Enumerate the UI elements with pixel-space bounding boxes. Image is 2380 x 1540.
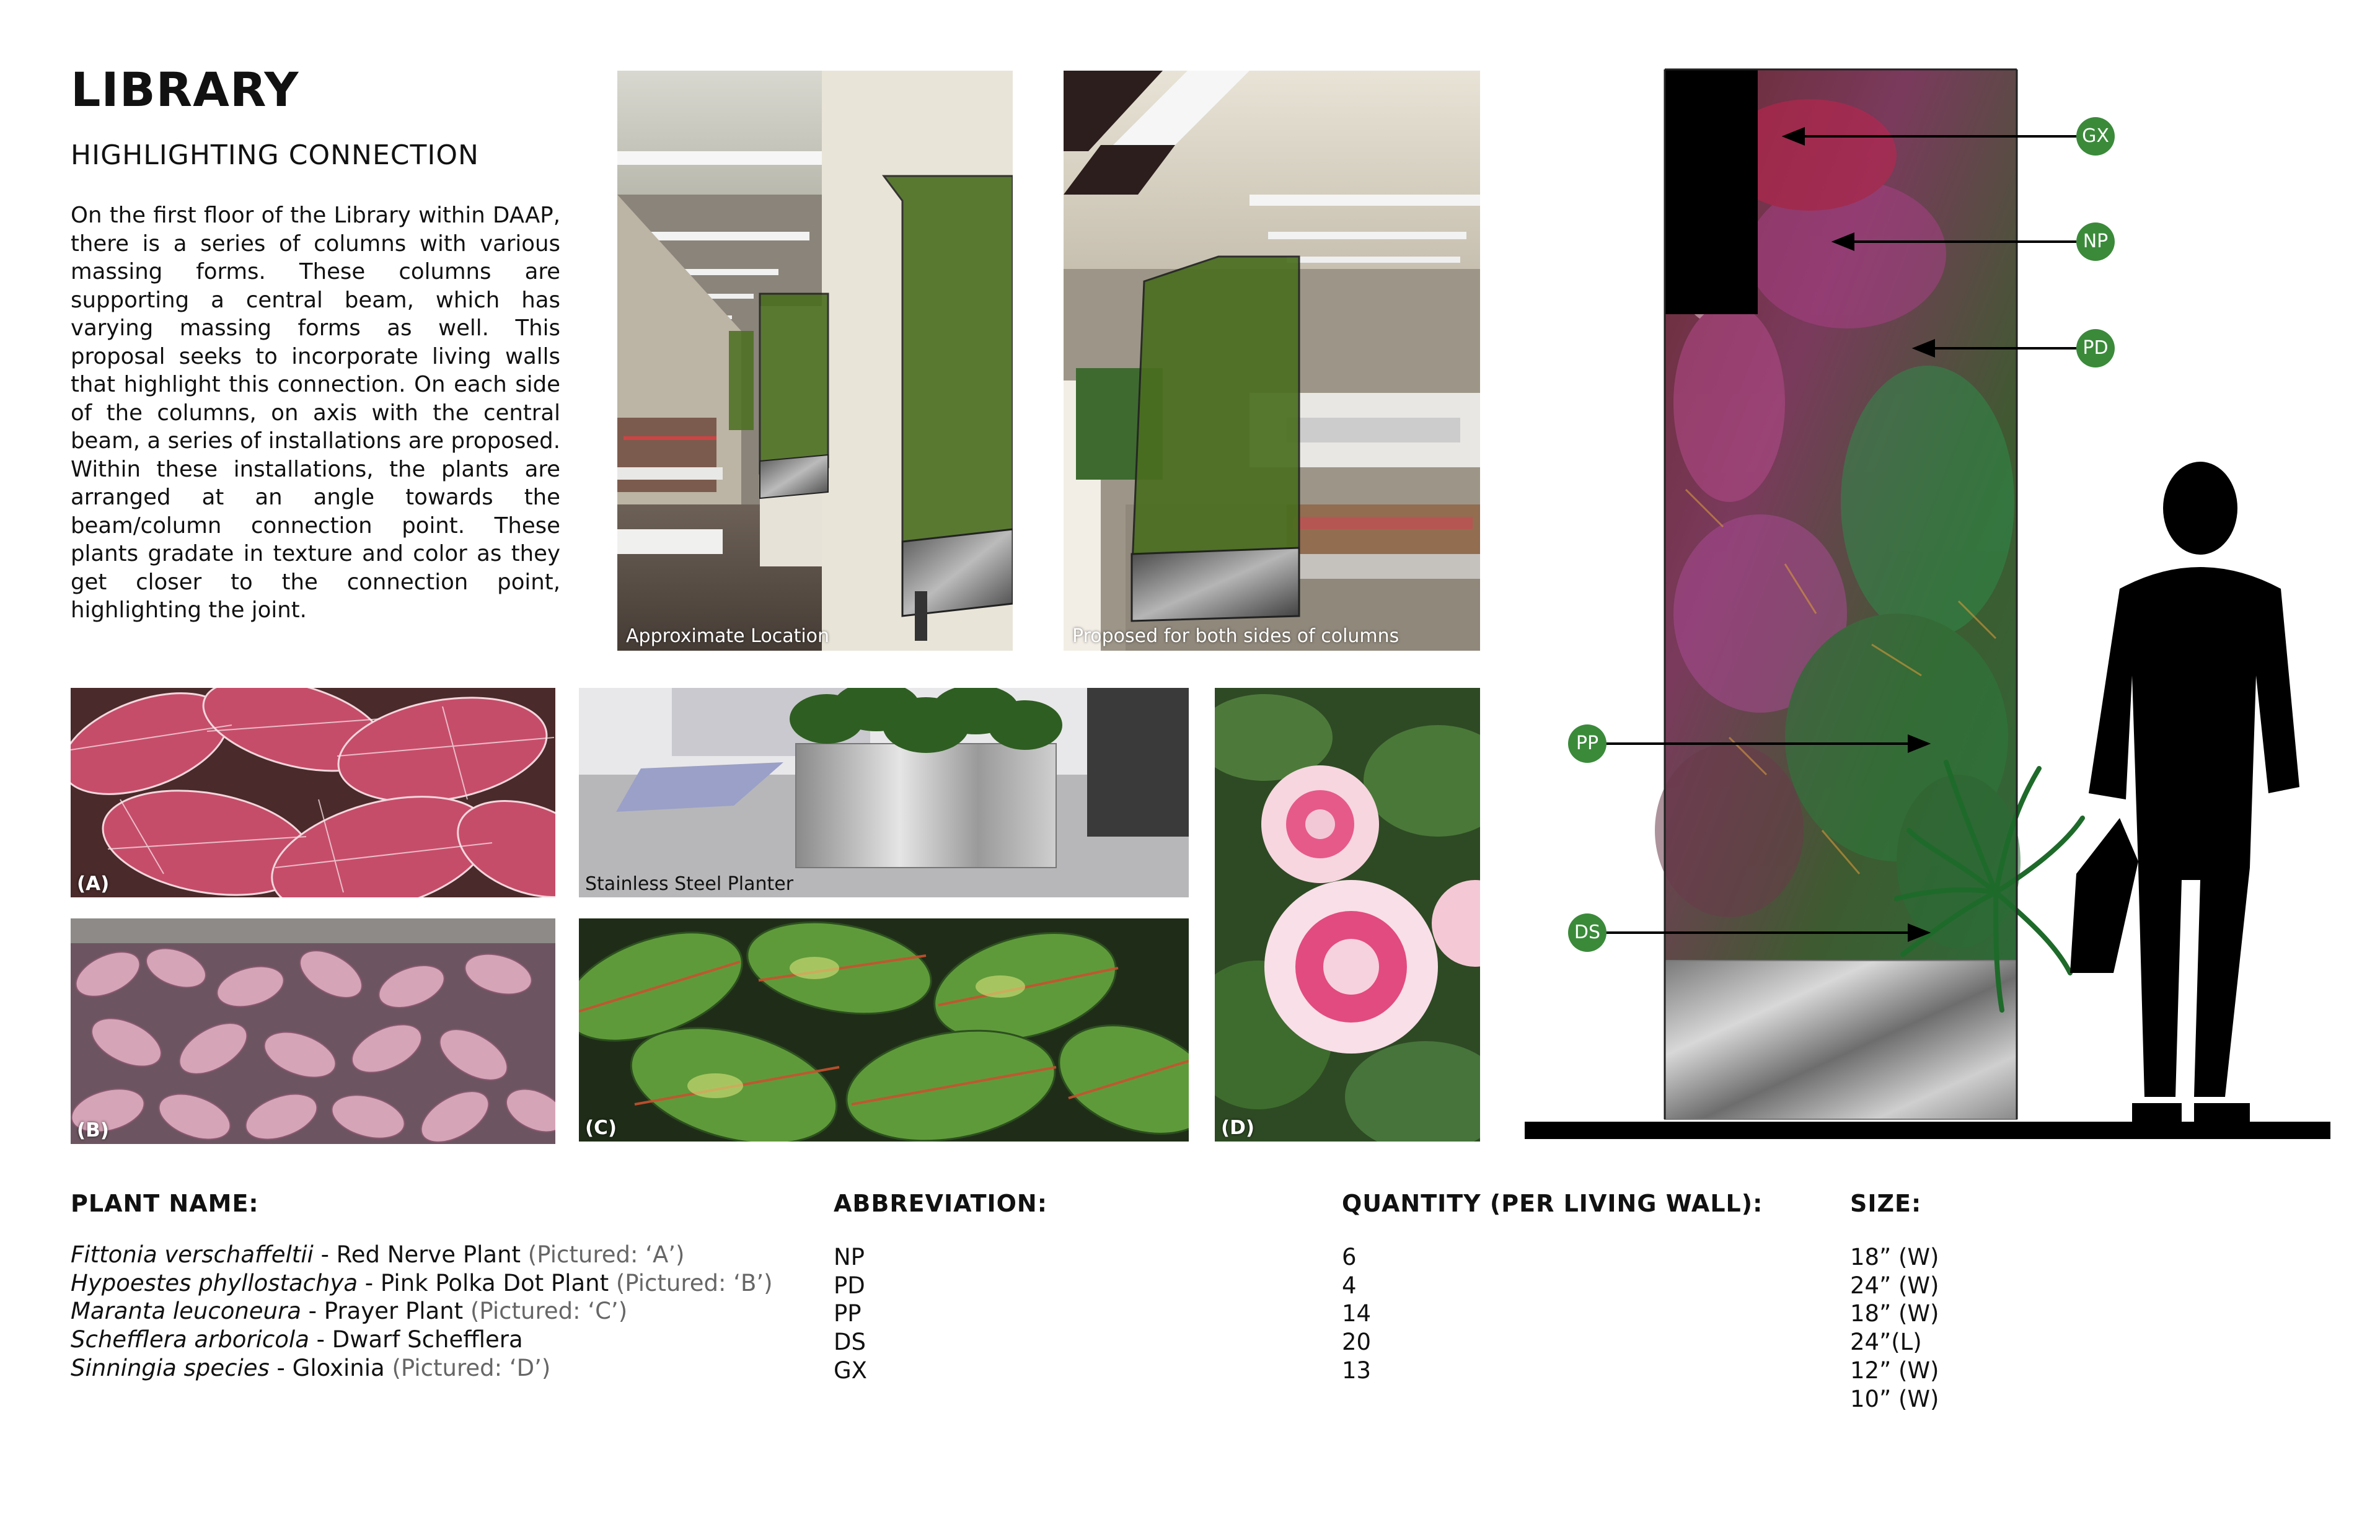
plant-name-list [71,1241,773,1383]
location-photo [617,71,1013,651]
hypoestes-art [71,918,555,1144]
plant-row: Maranta leuconeura - Prayer Plant (Pictured: ‘C’) [71,1298,628,1325]
size-cell: 24” (W) [1850,1272,1939,1299]
quantity-list [1342,1243,1371,1385]
proposal-photo-art [1064,71,1480,651]
plant-row: Schefflera arboricola - Dwarf Schefflera [71,1326,523,1353]
abbreviation-cell: GX [834,1357,868,1384]
label-np-badge: NP [2076,222,2115,261]
page-title: LIBRARY [71,62,299,117]
plant-row: Hypoestes phyllostachya - Pink Polka Dot Plant (Pictured: ‘B’) [71,1269,773,1296]
living-wall-elevation [1525,56,2349,1153]
abbreviation-cell: NP [834,1244,865,1270]
planter-caption: Stainless Steel Planter [585,873,794,895]
gloxinia-art [1215,688,1480,1142]
plant-photo-b [71,918,555,1144]
quantity-cell: 6 [1342,1244,1357,1270]
planter-art [579,688,1189,897]
location-caption: Approximate Location [626,625,830,647]
label-pp-badge: PP [1568,724,1606,763]
proposal-photo [1064,71,1480,651]
page-subtitle: HIGHLIGHTING CONNECTION [71,139,479,171]
abbreviation-cell: PP [834,1300,862,1327]
size-cell: 18” (W) [1850,1244,1939,1270]
proposal-caption: Proposed for both sides of columns [1072,625,1399,647]
label-ds-badge: DS [1568,913,1606,952]
planter-photo [579,688,1189,897]
header-size: SIZE: [1850,1190,1922,1217]
maranta-art [579,918,1189,1142]
plant-photo-c [579,918,1189,1142]
elevation-drawing [1525,56,2349,1153]
size-cell: 24”(L) [1850,1329,1922,1356]
header-quantity: QUANTITY (PER LIVING WALL): [1342,1190,1763,1217]
plant-photo-a [71,688,555,897]
size-list [1850,1243,1939,1413]
header-abbreviation: ABBREVIATION: [834,1190,1047,1217]
abbreviation-cell: DS [834,1329,866,1356]
plant-row: Sinningia species - Gloxinia (Pictured: ‘D’) [71,1354,551,1381]
plant-tag-a: (A) [77,873,110,895]
fittonia-art [71,688,555,897]
quantity-cell: 14 [1342,1300,1372,1327]
plant-photo-d [1215,688,1480,1142]
intro-paragraph: On the first floor of the Library within DAAP, there is a series of columns with various massing forms. These columns are supporting a central beam, which has varying massing forms as well. This proposal seeks to incorporate living walls that highlight this connection. On each side of the columns, on axis with the central beam, a series of installations are proposed. Within these installations, the plants are arranged at an angle towards the beam/column connection point. These plants gradate in texture and color as they get closer to the connection point, highlighting the joint. [71,203,560,623]
header-plant-name: PLANT NAME: [71,1190,259,1217]
quantity-cell: 20 [1342,1329,1372,1356]
label-gx-badge: GX [2076,117,2115,156]
abbreviation-cell: PD [834,1272,865,1299]
label-pd-badge: PD [2076,329,2115,367]
plant-tag-b: (B) [77,1119,109,1142]
location-photo-art [617,71,1013,651]
plant-tag-c: (C) [585,1117,617,1139]
size-cell: 18” (W) [1850,1300,1939,1327]
plant-tag-d: (D) [1221,1117,1255,1139]
plant-row: Fittonia verschaffeltii - Red Nerve Plant (Pictured: ‘A’) [71,1241,685,1268]
quantity-cell: 4 [1342,1272,1357,1299]
quantity-cell: 13 [1342,1357,1372,1384]
size-cell: 10” (W) [1850,1385,1939,1412]
size-cell: 12” (W) [1850,1357,1939,1384]
abbreviation-list [834,1243,867,1385]
